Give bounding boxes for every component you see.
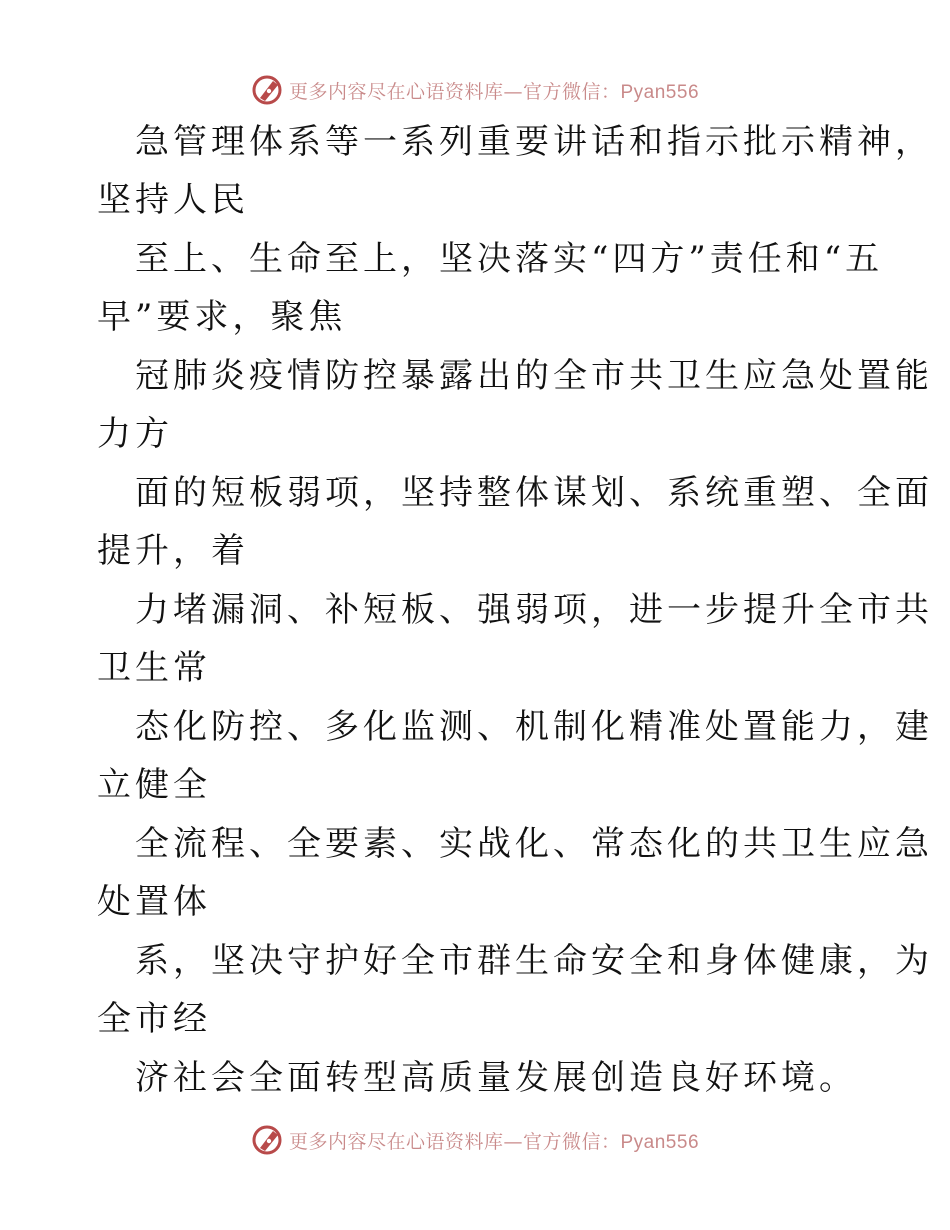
pen-nib-circle-icon [251, 1123, 285, 1157]
body-line: 态化防控、多化监测、机制化精准处置能力，建 [135, 707, 933, 747]
header-watermark [0, 70, 950, 110]
body-line: 早”要求，聚焦 [97, 297, 347, 337]
body-line: 处置体 [97, 882, 211, 922]
watermark-text [289, 1127, 699, 1154]
body-line: 力方 [97, 414, 173, 454]
body-line: 急管理体系等一系列重要讲话和指示批示精神， [135, 122, 933, 162]
pen-nib-circle-icon [251, 73, 285, 107]
body-line: 济社会全面转型高质量发展创造良好环境。 [135, 1058, 857, 1098]
footer-watermark [0, 1120, 950, 1160]
body-line: 立健全 [97, 765, 211, 805]
watermark-slogan: 更多内容尽在心语资料库—官方微信： [288, 80, 621, 103]
body-line: 提升，着 [97, 531, 249, 571]
body-line: 力堵漏洞、补短板、强弱项，进一步提升全市共 [135, 590, 933, 630]
body-line: 冠肺炎疫情防控暴露出的全市共卫生应急处置能 [135, 356, 933, 396]
body-line: 至上、生命至上，坚决落实“四方”责任和“五 [135, 239, 884, 279]
body-line: 全市经 [97, 999, 211, 1039]
watermark-slogan: 更多内容尽在心语资料库—官方微信： [288, 1130, 621, 1153]
body-line: 坚持人民 [97, 180, 249, 220]
watermark-account: Pyan556 [620, 81, 700, 103]
body-line: 全流程、全要素、实战化、常态化的共卫生应急 [135, 824, 933, 864]
watermark-text [289, 77, 699, 104]
body-line: 卫生常 [97, 648, 211, 688]
body-line: 系，坚决守护好全市群生命安全和身体健康，为 [135, 941, 933, 981]
watermark-account: Pyan556 [620, 1131, 700, 1153]
body-line: 面的短板弱项，坚持整体谋划、系统重塑、全面 [135, 473, 933, 513]
